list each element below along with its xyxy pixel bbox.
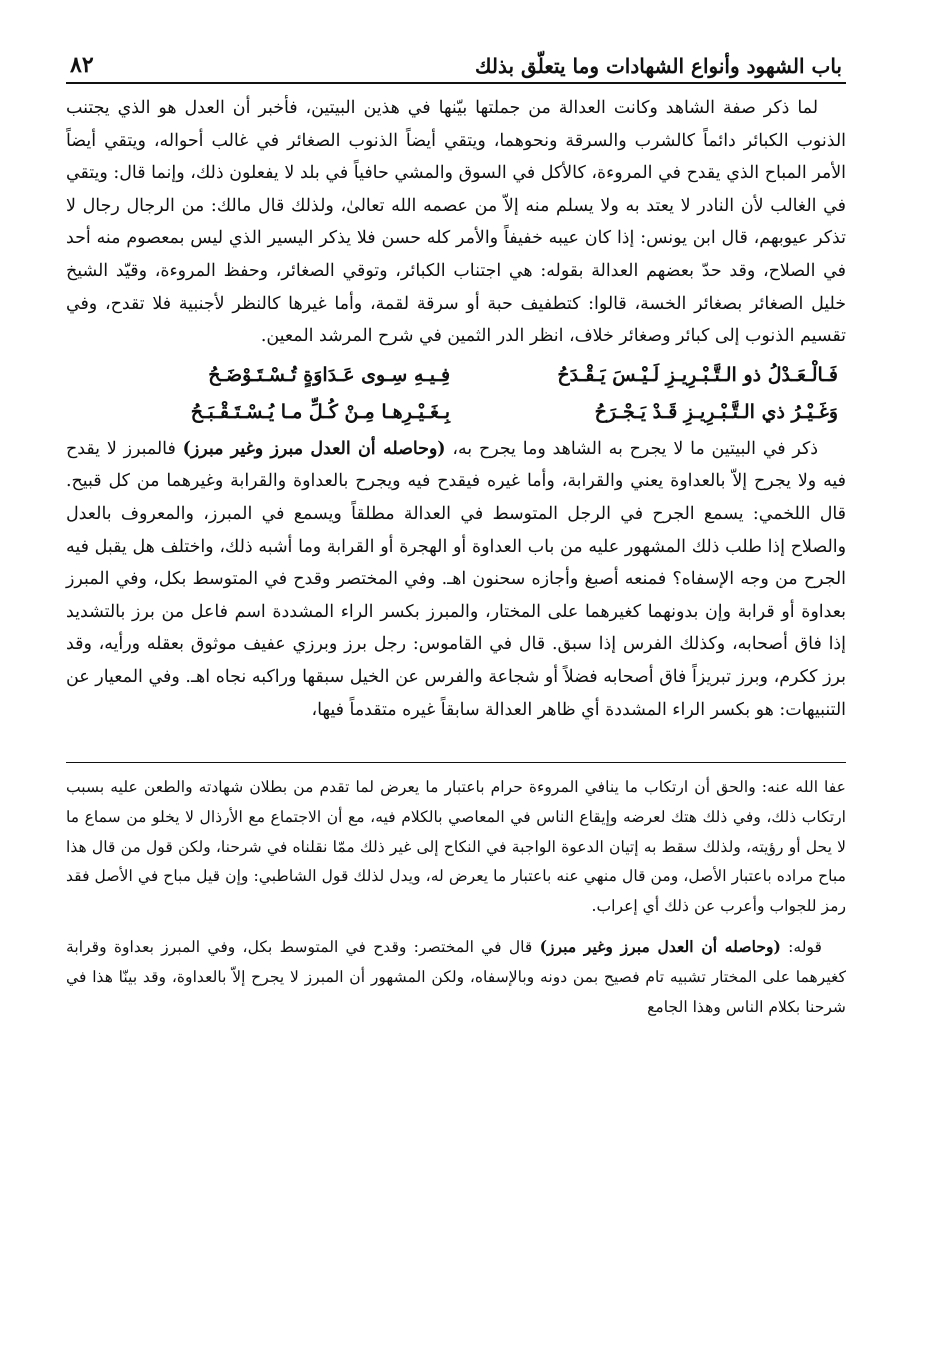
running-header: [66, 48, 846, 84]
verse-1-second-hemistich: فِـيـهِ سِـوى عَـدَاوَةٍ تُـسْـتَـوْضَـحُ: [208, 363, 451, 386]
main-text: [66, 92, 846, 726]
poem-verses: [66, 357, 846, 431]
page-number: ٨٢: [70, 52, 94, 78]
footnotes: [66, 773, 846, 1022]
verse-2-second-hemistich: بِـغَـيْـرِهـا مِـنْ كُـلِّ مـا يُـسْـتَـقْـبَـحُ: [190, 400, 451, 423]
verse-line-1: [66, 357, 846, 394]
footnote-divider: [66, 762, 846, 763]
verse-2-first-hemistich: وَغَـيْـرُ ذي الـتَّـبْـرِيـزِ قَـدْ يَـجْـرَحُ: [594, 400, 838, 423]
footnote-2-start: قوله:: [780, 938, 822, 957]
footnote-2-rest: قال في المختصر: وقدح في المتوسط بكل، وفي المبرز بعداوة وقرابة كغيرهما على المختار تشبيه تام فصيح بمن دونه وبالإسفاه، ولكن المشهور أن المبرز لا يجرح إلاّ بالعداوة، وقد بينّا هذا في شرحنا بكلام الناس وهذا الجامع: [66, 938, 846, 1016]
footnote-2: [66, 932, 846, 1022]
footnote-2-quoted-phrase: (وحاصله أن العدل مبرز وغير مبرز): [539, 937, 781, 957]
paragraph-2-quoted-phrase: (وحاصله أن العدل مبرز وغير مبرز): [182, 438, 446, 459]
book-page: [66, 48, 846, 1338]
chapter-title: باب الشهود وأنواع الشهادات وما يتعلّق بذلك: [475, 54, 842, 78]
paragraph-2-rest: فالمبرز لا يقدح فيه ولا يجرح إلاّ بالعداوة يعني والقرابة، وأما غيره فيقدح فيه ويجرح بالعداوة والقرابة وغيرهما من كل قبيح. قال اللخمي: يسمع الجرح في الرجل المتوسط في العدالة مطلقاً ويسمع في المبرز، والمعروف بالعدل والصلاح إذا طلب ذلك المشهور عليه من باب العداوة أو الهجرة أو القرابة وما أشبه ذلك، واختلف هل يقبل فيه الجرح من وجه الإسفاه؟ فمنعه أصبغ وأجازه سحنون اهـ. وفي المختصر وقدح في المتوسط بكل، وفي المبرز بعداوة أو قرابة وإن بدونهما كغيرهما على المختار، والمبرز بكسر الراء المشددة اسم فاعل من برز بالتشديد إذا فاق أصحابه، وكذلك الفرس إذا سبق. قال في القاموس: رجل برز وبرزي عفيف موثوق بعقله ورأيه، وقد برز ككرم، وبرز تبريزاً فاق أصحابه فضلاً أو شجاعة والفرس عن الخيل سبقها وراكبه نجاه اهـ. وفي المعيار عن التنبيهات: هو بكسر الراء المشددة أي ظاهر العدالة سابقاً غيره متقدماً فيها،: [66, 438, 846, 720]
paragraph-2-start: ذكر في البيتين ما لا يجرح به الشاهد وما يجرح به،: [445, 438, 819, 459]
verse-line-2: [66, 394, 846, 431]
footnote-1: عفا الله عنه: والحق أن ارتكاب ما ينافي المروءة حرام باعتبار ما يعرض لما تقدم من بطلان شهادته والطعن عليه بسبب ارتكاب ذلك، وفي ذلك هتك لعرضه وإيقاع الناس في المعاصي بالكلام فيه، مع أن الاجتماع مع الأرذال لا يخلو من سماع ما لا يحل أو رؤيته، ولذلك سقط به إتيان الدعوة الواجبة في النكاح إلى غير ذلك ممّا نقلناه في شرحنا، ولكن قول من قال هذا مباح مراده باعتبار الأصل، ومن قال منهي عنه باعتبار ما يعرض له، ويدل لذلك قول الشاطبي: وإن قيل مباح في الأصل فقد رمز للجواب وأعرب عن ذلك أي إعراب.: [66, 778, 846, 916]
verse-1-first-hemistich: فَـالْـعَـدْلُ ذو الـتَّـبْـرِيـزِ لَـيْـسَ يَـقْـدَحُ: [557, 363, 838, 386]
paragraph-2: [66, 433, 846, 726]
paragraph-1: لما ذكر صفة الشاهد وكانت العدالة من جملتها بيّنها في هذين البيتين، فأخبر أن العدل هو الذي يجتنب الذنوب الكبائر دائماً كالشرب والسرقة ونحوهما، ويتقي أيضاً الذنوب الصغائر في غالب أحواله، ويتقي أيضاً الأمر المباح الذي يقدح في المروءة، كالأكل في السوق والمشي حافياً في بلد لا يفعلون ذلك، وإنما قال: ويتقي في الغالب لأن النادر لا يعتد به ولا يسلم منه إلاّ من عصمه الله تعالىٰ، ولذلك قال مالك: من الرجال رجال لا تذكر عيوبهم، قال ابن يونس: إذا كان عيبه خفيفاً والأمر كله حسن فلا يذكر اليسير الذي ليس بمعصوم منه أحد في الصلاح، وقد حدّ بعضهم العدالة بقوله: هي اجتناب الكبائر، وتوقي الصغائر، وحفظ المروءة، وقيّد الشيخ خليل الصغائر بصغائر الخسة، قالوا: كتطفيف حبة أو سرقة لقمة، وأما غيرها كالنظر لأجنبية فلا تقدح، وفي تقسيم الذنوب إلى كبائر وصغائر خلاف، انظر الدر الثمين في شرح المرشد المعين.: [66, 98, 846, 347]
